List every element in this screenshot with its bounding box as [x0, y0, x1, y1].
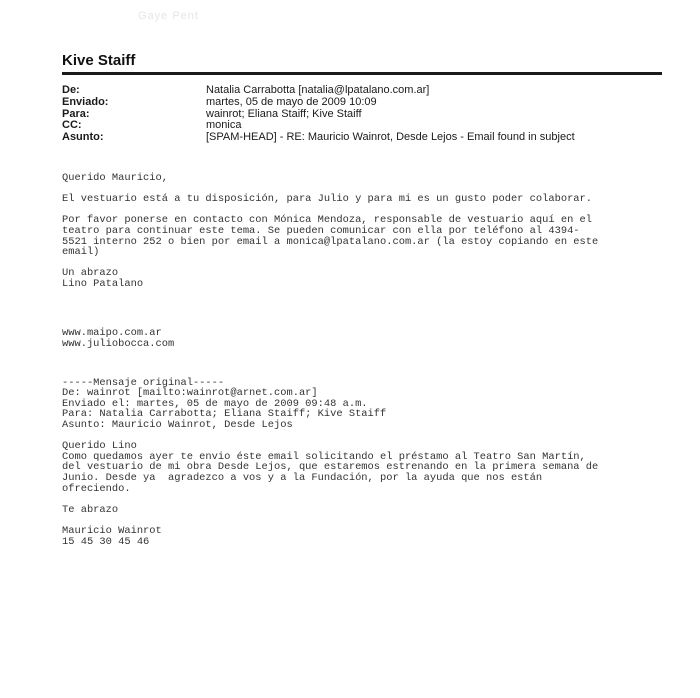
- header-value: wainrot; Eliana Staiff; Kive Staiff: [206, 107, 362, 120]
- original-header-line: De: wainrot [mailto:wainrot@arnet.com.ar]: [62, 387, 318, 400]
- faint-stamp: Gaye Pent: [138, 10, 199, 22]
- original-paragraph-line: Junio. Desde ya agradezco a vos y a la Fundación, por la ayuda que nos están: [62, 472, 543, 485]
- original-paragraph-line: ofreciendo.: [62, 482, 131, 495]
- original-message-separator: -----Mensaje original-----: [62, 376, 225, 389]
- original-paragraph-line: Como quedamos ayer te envio éste email solicitando el préstamo al Teatro San Martín,: [62, 450, 586, 463]
- header-divider: [62, 72, 662, 75]
- header-row-to: [62, 109, 662, 121]
- header-label: Enviado:: [62, 95, 109, 108]
- email-header: [62, 85, 662, 144]
- reply-paragraph-line: email): [62, 246, 100, 259]
- original-phone: 15 45 30 45 46: [62, 535, 150, 548]
- original-header-line: Asunto: Mauricio Wainrot, Desde Lejos: [62, 419, 293, 432]
- reply-signature: Lino Patalano: [62, 277, 144, 290]
- email-body: [62, 173, 662, 547]
- original-paragraph-line: del vestuario de mi obra Desde Lejos, que estaremos estrenando en la primera semana de: [62, 461, 599, 474]
- original-greeting: Querido Lino: [62, 440, 137, 453]
- header-value: Natalia Carrabotta [natalia@lpatalano.com.ar]: [206, 84, 430, 96]
- reply-paragraph-line: 5521 interno 252 o bien por email a monica@lpatalano.com.ar (la estoy copiando en este: [62, 235, 599, 248]
- header-label: De:: [62, 84, 80, 96]
- website-link[interactable]: www.maipo.com.ar: [62, 327, 162, 340]
- original-closing: Te abrazo: [62, 503, 119, 516]
- header-row-subject: [62, 132, 662, 144]
- header-value: martes, 05 de mayo de 2009 10:09: [206, 95, 377, 108]
- website-link[interactable]: www.juliobocca.com: [62, 337, 175, 350]
- header-value: [SPAM-HEAD] - RE: Mauricio Wainrot, Desde Lejos - Email found in subject: [206, 131, 575, 144]
- reply-paragraph: El vestuario está a tu disposición, para Julio y para mi es un gusto poder colaborar.: [62, 193, 593, 206]
- original-signature: Mauricio Wainrot: [62, 525, 162, 537]
- reply-paragraph-line: Por favor ponerse en contacto con Mónica Mendoza, responsable de vestuario aquí en el: [62, 214, 593, 227]
- header-row-sent: [62, 97, 662, 109]
- original-header-line: Enviado el: martes, 05 de mayo de 2009 09:48 a.m.: [62, 397, 368, 410]
- header-label: Para:: [62, 107, 90, 120]
- original-header-line: Para: Natalia Carrabotta; Eliana Staiff; Kive Staiff: [62, 408, 387, 421]
- reply-paragraph-line: teatro para continuar este tema. Se pueden comunicar con ella por teléfono al 4394-: [62, 224, 580, 237]
- reply-greeting: Querido Mauricio,: [62, 172, 169, 184]
- reply-closing: Un abrazo: [62, 267, 119, 280]
- header-value: monica: [206, 119, 242, 132]
- header-label: CC:: [62, 119, 82, 132]
- header-label: Asunto:: [62, 131, 104, 144]
- mailbox-owner-name: Kive Staiff: [62, 52, 136, 69]
